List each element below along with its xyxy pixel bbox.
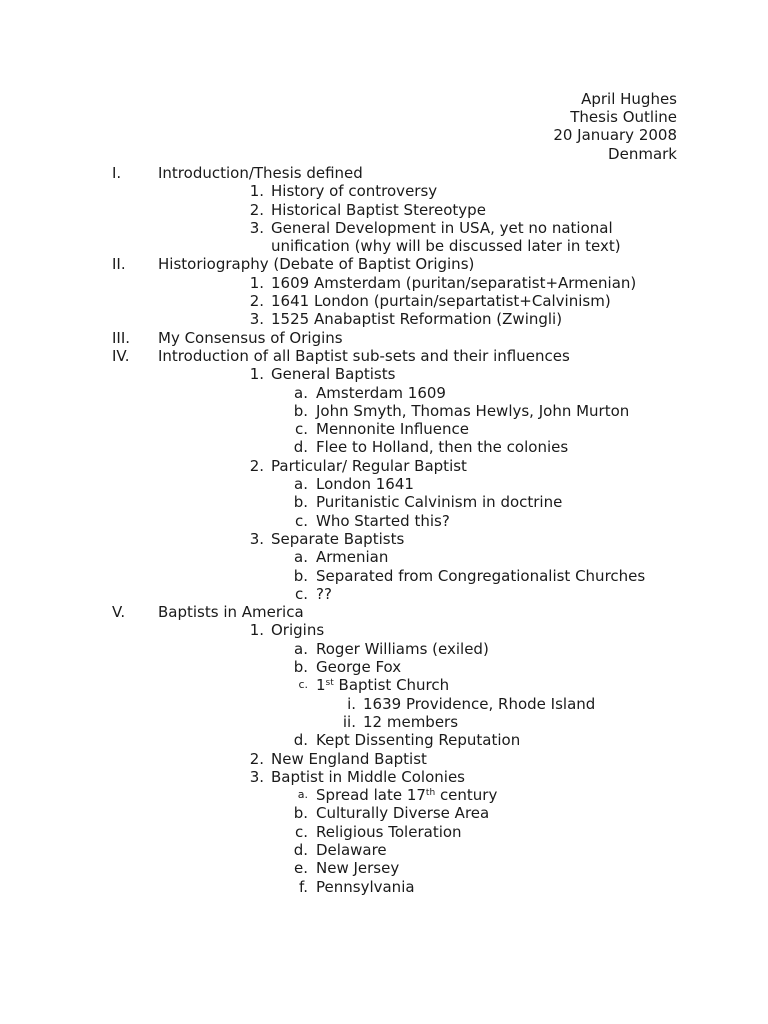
- outline-subitem: [0, 658, 768, 676]
- item-marker: 1.: [249, 365, 264, 384]
- subitem-text: Pennsylvania: [316, 877, 415, 896]
- subitem-marker: c.: [294, 584, 308, 603]
- item-marker: 2.: [249, 749, 264, 768]
- item-text: Origins: [271, 621, 325, 640]
- outline-subitem: [0, 512, 768, 530]
- outline-subitem: [0, 731, 768, 749]
- item-text: Separate Baptists: [271, 529, 405, 548]
- item-marker: 2.: [249, 200, 264, 219]
- outline-subitem: [0, 804, 768, 822]
- outline-item: [0, 201, 768, 219]
- subitem-text: Puritanistic Calvinism in doctrine: [316, 493, 563, 512]
- subitem-marker: a.: [294, 548, 308, 567]
- outline-section: [0, 347, 768, 365]
- outline-subitem: [0, 640, 768, 658]
- outline-subitem: [0, 384, 768, 402]
- subitem-marker: f.: [299, 877, 308, 896]
- subitem-marker: a.: [294, 383, 308, 402]
- section-marker: V.: [112, 603, 126, 622]
- outline-subitem: [0, 841, 768, 859]
- subitem-marker: b.: [293, 566, 308, 585]
- item-marker: 1.: [249, 182, 264, 201]
- item-marker: 2.: [249, 292, 264, 311]
- subitem-text: Mennonite Influence: [316, 420, 470, 439]
- outline-subitem: [0, 823, 768, 841]
- item-text: 1609 Amsterdam (puritan/separatist+Armenian): [271, 273, 637, 292]
- subitem-text: New Jersey: [316, 859, 400, 878]
- subitem-marker: c.: [294, 420, 308, 439]
- subitem-text-start: Spread late 17: [316, 786, 426, 805]
- subitem-text-rest: century: [439, 786, 498, 805]
- item-marker: 3.: [249, 767, 264, 786]
- document-title: Thesis Outline: [570, 108, 677, 127]
- roman-marker: ii.: [342, 712, 356, 731]
- outline-section: [0, 255, 768, 273]
- subitem-marker: c.: [294, 822, 308, 841]
- item-marker: 1.: [249, 621, 264, 640]
- subitem-text: London 1641: [316, 475, 414, 494]
- item-text: 1641 London (purtain/separtatist+Calvinism): [271, 292, 611, 311]
- outline-subitem: [0, 548, 768, 566]
- section-marker: I.: [112, 164, 122, 182]
- outline-subitem: [0, 786, 768, 804]
- subitem-marker: b.: [293, 804, 308, 823]
- subitem-marker: d.: [293, 840, 308, 859]
- outline-item: [0, 750, 768, 768]
- item-marker: 3.: [249, 529, 264, 548]
- subitem-text: Religious Toleration: [316, 822, 462, 841]
- item-text: 1525 Anabaptist Reformation (Zwingli): [271, 310, 563, 329]
- subitem-marker: c.: [298, 678, 308, 692]
- document-location: Denmark: [608, 144, 677, 163]
- subitem-text-rest: Baptist Church: [338, 676, 450, 695]
- outline-subitem: [0, 475, 768, 493]
- item-marker: 2.: [249, 456, 264, 475]
- ordinal-suffix: th: [425, 788, 436, 799]
- subitem-text: Amsterdam 1609: [316, 383, 446, 402]
- subitem-text: Who Started this?: [316, 511, 450, 530]
- section-title: My Consensus of Origins: [158, 328, 343, 347]
- subitem-marker: d.: [293, 438, 308, 457]
- subitem-marker: a.: [294, 639, 308, 658]
- subitem-marker: a.: [294, 475, 308, 494]
- section-marker: III.: [112, 328, 131, 347]
- section-title: Introduction of all Baptist sub-sets and their influences: [158, 346, 570, 365]
- outline-item: [0, 292, 768, 310]
- outline-item: [0, 182, 768, 200]
- item-text: Historical Baptist Stereotype: [271, 200, 486, 219]
- outline-item: [0, 310, 768, 328]
- item-marker: 3.: [249, 218, 264, 237]
- outline-item: [0, 219, 768, 237]
- section-marker: II.: [112, 255, 126, 274]
- subitem-text: Roger Williams (exiled): [316, 639, 489, 658]
- section-title: Introduction/Thesis defined: [158, 164, 363, 182]
- roman-text: 1639 Providence, Rhode Island: [363, 694, 596, 713]
- outline-section: [0, 164, 768, 182]
- outline-subitem: [0, 420, 768, 438]
- outline-section: [0, 603, 768, 621]
- item-text: Baptist in Middle Colonies: [271, 767, 465, 786]
- outline-subitem: [0, 438, 768, 456]
- subitem-text: Flee to Holland, then the colonies: [316, 438, 569, 457]
- section-title: Baptists in America: [158, 603, 304, 622]
- document-header: [553, 90, 677, 163]
- subitem-text: Kept Dissenting Reputation: [316, 731, 521, 750]
- outline-item: [0, 768, 768, 786]
- outline-subitem: [0, 676, 768, 694]
- subitem-marker: b.: [293, 493, 308, 512]
- outline-subitem: [0, 567, 768, 585]
- subitem-text: Delaware: [316, 840, 387, 859]
- subitem-marker: d.: [293, 731, 308, 750]
- outline-subitem: [0, 878, 768, 896]
- roman-marker: i.: [347, 694, 356, 713]
- section-title: Historiography (Debate of Baptist Origins): [158, 255, 475, 274]
- item-text: History of controversy: [271, 182, 438, 201]
- outline-item: [0, 530, 768, 548]
- subitem-marker: a.: [297, 788, 308, 802]
- outline-subitem: [0, 493, 768, 511]
- subitem-text: [316, 676, 449, 694]
- thesis-outline: [0, 164, 768, 896]
- item-text: unification (why will be discussed later in text): [271, 237, 621, 256]
- outline-item-continuation: [0, 237, 768, 255]
- item-text: Particular/ Regular Baptist: [271, 456, 467, 475]
- item-text: New England Baptist: [271, 749, 427, 768]
- outline-item: [0, 365, 768, 383]
- outline-roman-item: [0, 713, 768, 731]
- subitem-marker: c.: [294, 511, 308, 530]
- subitem-marker: b.: [293, 658, 308, 677]
- outline-item: [0, 621, 768, 639]
- ordinal-suffix: st: [325, 678, 334, 689]
- subitem-text: John Smyth, Thomas Hewlys, John Murton: [316, 401, 630, 420]
- section-marker: IV.: [112, 346, 130, 365]
- item-text: General Baptists: [271, 365, 396, 384]
- item-text: General Development in USA, yet no national: [271, 218, 613, 237]
- roman-text: 12 members: [363, 712, 459, 731]
- subitem-text: Culturally Diverse Area: [316, 804, 490, 823]
- author-name: April Hughes: [581, 90, 677, 108]
- item-marker: 3.: [249, 310, 264, 329]
- subitem-text: [316, 786, 497, 804]
- subitem-text: Separated from Congregationalist Churches: [316, 566, 646, 585]
- document-date: 20 January 2008: [553, 126, 677, 145]
- outline-section: [0, 329, 768, 347]
- subitem-text: Armenian: [316, 548, 389, 567]
- subitem-marker: e.: [294, 859, 308, 878]
- subitem-text: George Fox: [316, 658, 402, 677]
- outline-subitem: [0, 859, 768, 877]
- ordinal-number: 1: [316, 676, 326, 695]
- item-marker: 1.: [249, 273, 264, 292]
- outline-subitem: [0, 585, 768, 603]
- outline-subitem: [0, 402, 768, 420]
- subitem-text: ??: [316, 584, 332, 603]
- subitem-marker: b.: [293, 401, 308, 420]
- outline-roman-item: [0, 695, 768, 713]
- outline-item: [0, 274, 768, 292]
- outline-item: [0, 457, 768, 475]
